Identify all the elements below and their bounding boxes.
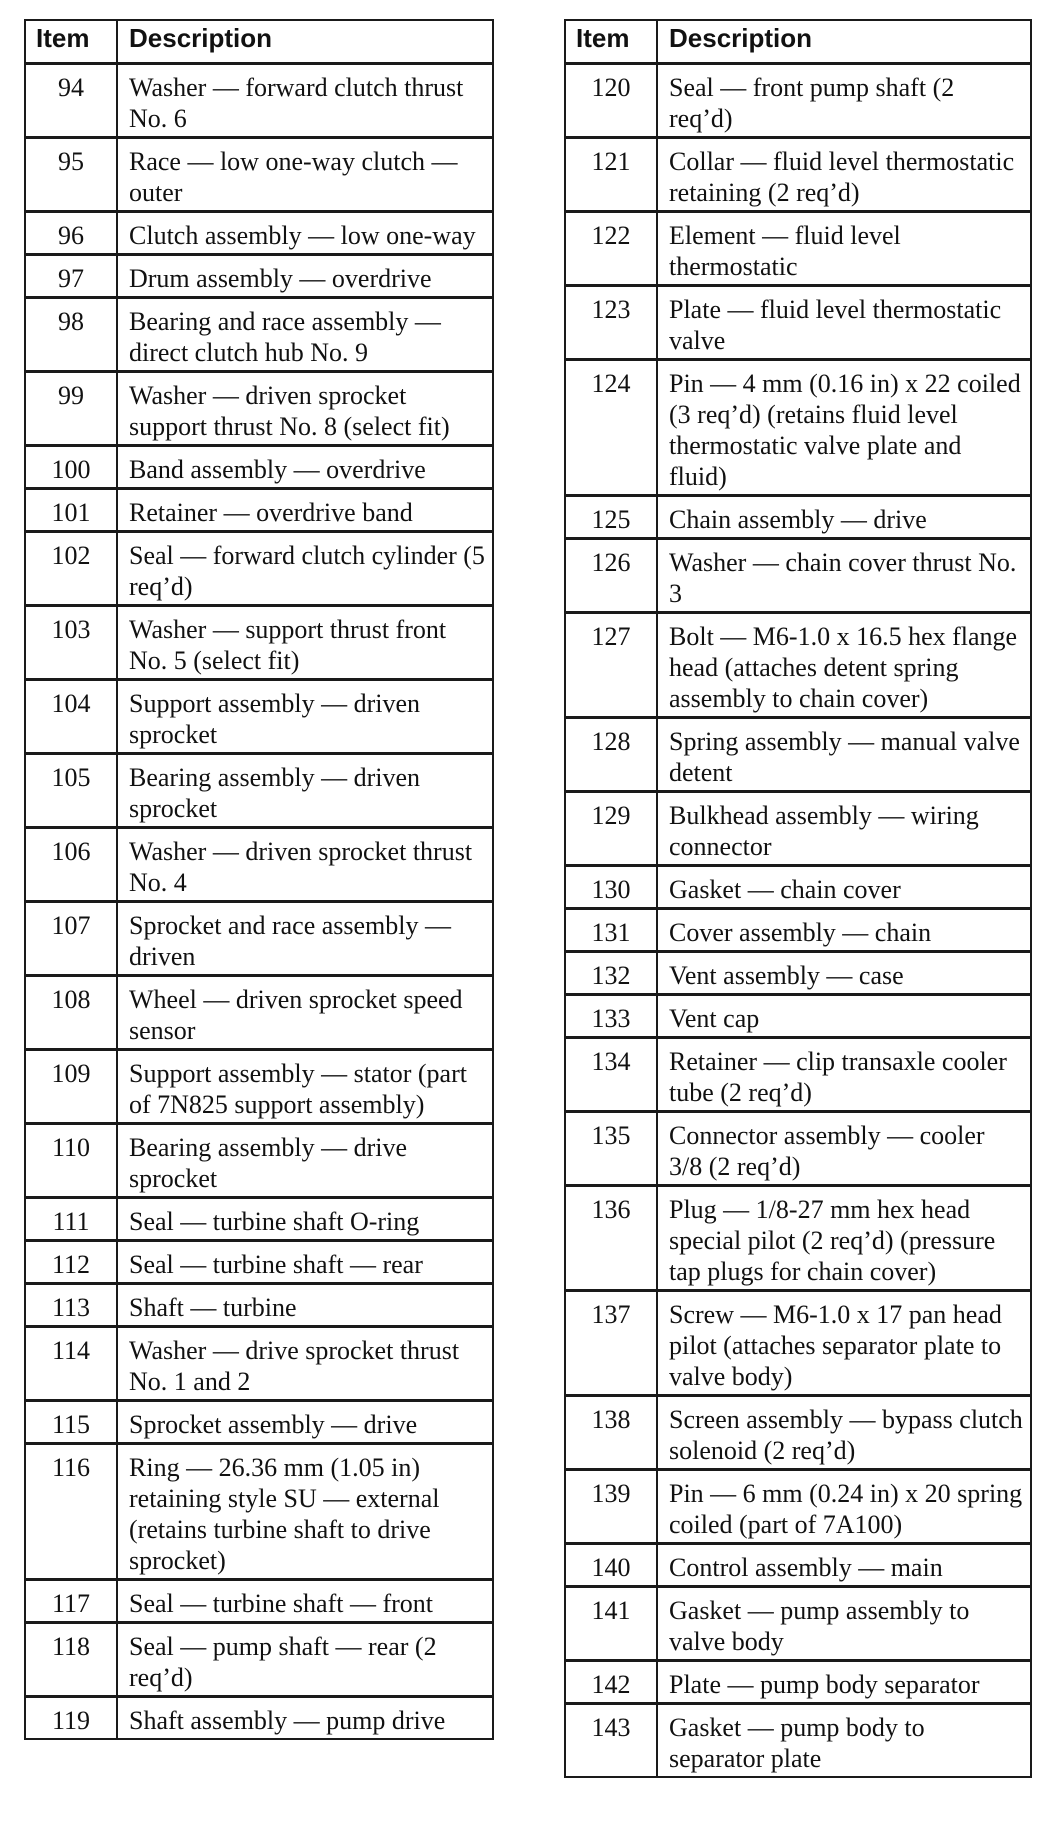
item-number-cell: 141 — [565, 1587, 657, 1661]
description-cell: Plug — 1/8-27 mm hex head special pilot (2 req’d) (pressure tap plugs for chain cover) — [657, 1186, 1031, 1291]
description-cell: Pin — 4 mm (0.16 in) x 22 coiled (3 req’d) (retains fluid level thermostatic valve plate and fluid) — [657, 360, 1031, 496]
item-number-cell: 118 — [25, 1623, 117, 1697]
table-row — [565, 952, 1031, 995]
item-number-cell: 121 — [565, 138, 657, 212]
description-cell: Washer — drive sprocket thrust No. 1 and 2 — [117, 1327, 493, 1401]
item-number-cell: 134 — [565, 1038, 657, 1112]
table-row — [565, 1186, 1031, 1291]
item-number-cell: 100 — [25, 446, 117, 489]
description-cell: Plate — pump body separator — [657, 1661, 1031, 1704]
table-row — [565, 1291, 1031, 1396]
table-row — [565, 212, 1031, 286]
item-number-cell: 98 — [25, 298, 117, 372]
item-number-cell: 106 — [25, 828, 117, 902]
item-number-cell: 140 — [565, 1544, 657, 1587]
item-number-cell: 107 — [25, 902, 117, 976]
table-row — [25, 489, 493, 532]
description-cell: Clutch assembly — low one-way — [117, 212, 493, 255]
description-cell: Screw — M6-1.0 x 17 pan head pilot (attaches separator plate to valve body) — [657, 1291, 1031, 1396]
table-row — [565, 1704, 1031, 1778]
description-column-header: Description — [117, 20, 493, 64]
table-row — [565, 496, 1031, 539]
item-number-cell: 138 — [565, 1396, 657, 1470]
table-row — [25, 754, 493, 828]
table-row — [25, 372, 493, 446]
description-cell: Shaft — turbine — [117, 1284, 493, 1327]
table-row — [565, 64, 1031, 138]
description-cell: Washer — support thrust front No. 5 (select fit) — [117, 606, 493, 680]
table-row — [565, 360, 1031, 496]
description-cell: Support assembly — stator (part of 7N825 support assembly) — [117, 1050, 493, 1124]
table-row — [565, 1038, 1031, 1112]
item-number-cell: 136 — [565, 1186, 657, 1291]
table-row — [25, 1697, 493, 1740]
item-number-cell: 112 — [25, 1241, 117, 1284]
item-number-cell: 142 — [565, 1661, 657, 1704]
table-row — [25, 212, 493, 255]
description-cell: Seal — front pump shaft (2 req’d) — [657, 64, 1031, 138]
description-cell: Seal — turbine shaft O-ring — [117, 1198, 493, 1241]
table-row — [565, 1470, 1031, 1544]
item-number-cell: 105 — [25, 754, 117, 828]
item-number-cell: 133 — [565, 995, 657, 1038]
table-row — [565, 866, 1031, 909]
table-row — [25, 606, 493, 680]
description-cell: Vent assembly — case — [657, 952, 1031, 995]
table-row — [565, 1587, 1031, 1661]
table-row — [25, 64, 493, 138]
description-cell: Bolt — M6-1.0 x 16.5 hex flange head (attaches detent spring assembly to chain cover) — [657, 613, 1031, 718]
item-number-cell: 97 — [25, 255, 117, 298]
parts-table-right — [564, 19, 1032, 1778]
table-row — [25, 1050, 493, 1124]
item-column-header: Item — [25, 20, 117, 64]
item-number-cell: 128 — [565, 718, 657, 792]
table-row — [25, 1444, 493, 1580]
item-number-cell: 111 — [25, 1198, 117, 1241]
description-cell: Plate — fluid level thermostatic valve — [657, 286, 1031, 360]
description-cell: Pin — 6 mm (0.24 in) x 20 spring coiled (part of 7A100) — [657, 1470, 1031, 1544]
table-header-row — [25, 20, 493, 64]
table-row — [565, 286, 1031, 360]
item-number-cell: 139 — [565, 1470, 657, 1544]
item-number-cell: 115 — [25, 1401, 117, 1444]
item-number-cell: 104 — [25, 680, 117, 754]
table-row — [25, 1623, 493, 1697]
description-cell: Seal — turbine shaft — front — [117, 1580, 493, 1623]
table-row — [565, 909, 1031, 952]
table-row — [25, 255, 493, 298]
description-cell: Bearing assembly — drive sprocket — [117, 1124, 493, 1198]
table-row — [565, 138, 1031, 212]
description-cell: Gasket — chain cover — [657, 866, 1031, 909]
table-row — [25, 1284, 493, 1327]
description-cell: Seal — forward clutch cylinder (5 req’d) — [117, 532, 493, 606]
table-row — [565, 1396, 1031, 1470]
description-cell: Gasket — pump body to separator plate — [657, 1704, 1031, 1778]
item-number-cell: 135 — [565, 1112, 657, 1186]
item-number-cell: 123 — [565, 286, 657, 360]
description-cell: Connector assembly — cooler 3/8 (2 req’d) — [657, 1112, 1031, 1186]
description-cell: Sprocket and race assembly — driven — [117, 902, 493, 976]
description-cell: Bearing assembly — driven sprocket — [117, 754, 493, 828]
item-number-cell: 125 — [565, 496, 657, 539]
table-row — [25, 1580, 493, 1623]
item-number-cell: 130 — [565, 866, 657, 909]
description-cell: Cover assembly — chain — [657, 909, 1031, 952]
table-row — [25, 298, 493, 372]
table-row — [25, 532, 493, 606]
description-cell: Control assembly — main — [657, 1544, 1031, 1587]
table-row — [25, 1401, 493, 1444]
description-cell: Washer — chain cover thrust No. 3 — [657, 539, 1031, 613]
table-row — [25, 680, 493, 754]
table-row — [565, 613, 1031, 718]
table-row — [565, 1544, 1031, 1587]
description-cell: Screen assembly — bypass clutch solenoid (2 req’d) — [657, 1396, 1031, 1470]
table-header-row — [565, 20, 1031, 64]
description-column-header: Description — [657, 20, 1031, 64]
item-number-cell: 108 — [25, 976, 117, 1050]
item-number-cell: 137 — [565, 1291, 657, 1396]
table-row — [565, 792, 1031, 866]
item-number-cell: 119 — [25, 1697, 117, 1740]
item-number-cell: 114 — [25, 1327, 117, 1401]
description-cell: Sprocket assembly — drive — [117, 1401, 493, 1444]
item-number-cell: 124 — [565, 360, 657, 496]
item-number-cell: 131 — [565, 909, 657, 952]
table-row — [25, 976, 493, 1050]
item-number-cell: 102 — [25, 532, 117, 606]
table-row — [25, 138, 493, 212]
description-cell: Race — low one-way clutch — outer — [117, 138, 493, 212]
table-row — [565, 995, 1031, 1038]
description-cell: Shaft assembly — pump drive — [117, 1697, 493, 1740]
item-number-cell: 94 — [25, 64, 117, 138]
table-row — [25, 902, 493, 976]
item-number-cell: 110 — [25, 1124, 117, 1198]
item-number-cell: 99 — [25, 372, 117, 446]
description-cell: Support assembly — driven sprocket — [117, 680, 493, 754]
table-row — [25, 828, 493, 902]
description-cell: Wheel — driven sprocket speed sensor — [117, 976, 493, 1050]
item-number-cell: 109 — [25, 1050, 117, 1124]
description-cell: Gasket — pump assembly to valve body — [657, 1587, 1031, 1661]
table-row — [565, 1112, 1031, 1186]
table-row — [565, 1661, 1031, 1704]
description-cell: Chain assembly — drive — [657, 496, 1031, 539]
item-column-header: Item — [565, 20, 657, 64]
description-cell: Seal — turbine shaft — rear — [117, 1241, 493, 1284]
description-cell: Retainer — clip transaxle cooler tube (2 req’d) — [657, 1038, 1031, 1112]
description-cell: Seal — pump shaft — rear (2 req’d) — [117, 1623, 493, 1697]
table-row — [565, 539, 1031, 613]
table-row — [25, 1198, 493, 1241]
item-number-cell: 103 — [25, 606, 117, 680]
table-row — [25, 1124, 493, 1198]
table-row — [25, 446, 493, 489]
description-cell: Collar — fluid level thermostatic retaining (2 req’d) — [657, 138, 1031, 212]
item-number-cell: 96 — [25, 212, 117, 255]
description-cell: Bulkhead assembly — wiring connector — [657, 792, 1031, 866]
item-number-cell: 132 — [565, 952, 657, 995]
item-number-cell: 116 — [25, 1444, 117, 1580]
item-number-cell: 95 — [25, 138, 117, 212]
description-cell: Washer — driven sprocket thrust No. 4 — [117, 828, 493, 902]
description-cell: Washer — driven sprocket support thrust No. 8 (select fit) — [117, 372, 493, 446]
description-cell: Element — fluid level thermostatic — [657, 212, 1031, 286]
description-cell: Drum assembly — overdrive — [117, 255, 493, 298]
item-number-cell: 120 — [565, 64, 657, 138]
item-number-cell: 143 — [565, 1704, 657, 1778]
description-cell: Washer — forward clutch thrust No. 6 — [117, 64, 493, 138]
item-number-cell: 117 — [25, 1580, 117, 1623]
description-cell: Bearing and race assembly — direct clutch hub No. 9 — [117, 298, 493, 372]
parts-table-left — [24, 19, 494, 1740]
description-cell: Vent cap — [657, 995, 1031, 1038]
description-cell: Retainer — overdrive band — [117, 489, 493, 532]
description-cell: Ring — 26.36 mm (1.05 in) retaining style SU — external (retains turbine shaft to drive sprocket) — [117, 1444, 493, 1580]
item-number-cell: 129 — [565, 792, 657, 866]
description-cell: Band assembly — overdrive — [117, 446, 493, 489]
item-number-cell: 126 — [565, 539, 657, 613]
description-cell: Spring assembly — manual valve detent — [657, 718, 1031, 792]
table-row — [25, 1241, 493, 1284]
item-number-cell: 113 — [25, 1284, 117, 1327]
item-number-cell: 122 — [565, 212, 657, 286]
table-row — [25, 1327, 493, 1401]
table-row — [565, 718, 1031, 792]
item-number-cell: 101 — [25, 489, 117, 532]
item-number-cell: 127 — [565, 613, 657, 718]
